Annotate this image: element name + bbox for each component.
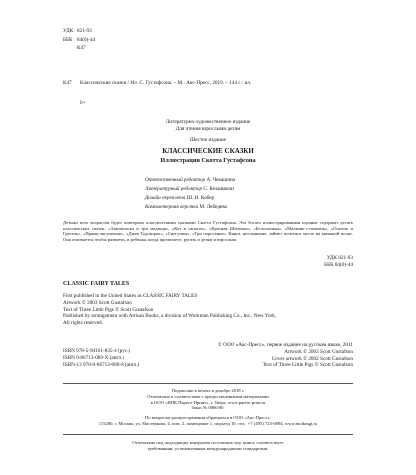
credit-editor: Ответственный редактор А. Чекашина bbox=[145, 177, 236, 183]
credits bbox=[145, 176, 235, 212]
catalog-codes bbox=[63, 27, 95, 53]
isbn-block: ISBN 978-5-94161-835-4 (рус.) ISBN 0-86713-089-X (англ.) ISBN-13 978-0-86713-089-8 (англ.) bbox=[63, 348, 140, 368]
udk-value: 821-93 bbox=[77, 28, 92, 34]
bibliographic-entry: Классические сказки / Ил. С. Густафсона. – М.: Акс-Пресс, 2019. – 144 с.: ил. bbox=[80, 80, 252, 86]
original-title: CLASSIC FAIRY TALES bbox=[63, 281, 130, 287]
credit-cover-design: Дизайн переплета Ш. Н. Кобер bbox=[145, 195, 215, 201]
divider bbox=[63, 383, 353, 384]
age-rating: 0+ bbox=[80, 100, 86, 106]
bbk-label: ББК bbox=[63, 36, 73, 43]
original-publication-info: First published in the United States as CLASSIC FAIRY TALES Artwork © 2003 Scott Gustafson Text of Three Little Pigs © Scott Gustafson Published by arrangement with Artisan Books, a division of Workman Publishing Co., Inc., New York, All rights reserved. bbox=[63, 293, 277, 327]
distribution-info: По вопросам распространения обращаться в ООО «Акс-Пресс»: 115280, г. Москва, ул. Мастеркова, 4, пом. 2, помещение 1, подъезд 10, тел.: +7 (495) 723-0894, www.moiknigi.ru bbox=[98, 415, 318, 426]
annotation-bbk: ББК 84(0)-44 bbox=[324, 262, 353, 268]
footer-note: Отпечатано под подходящих контролем гостовских чер. книга, соответствует требованиям, установленным международными стандартами. bbox=[132, 440, 284, 451]
annotation-text: Детьми всех возрастов будет повторено классическими сказками Скотта Густафсона. Эта богато иллюстрированная издание содержит десять классических сказок: «Златовласка и три медведя», «Кот в сапогах», «Красная Шапочка», «Белоснежка», «Мальчик-с-пальчик», «Гензель и Гретель», «Принц-лягушонок», «Джек Тодскорок», «Снегушка», «Три поросенка». Книга, несомненно, займет почетное место на книжной полке. Она отличается чтобы развлечь, и ребенка, когда прочитаете, ругать и детям и взрослым. bbox=[63, 220, 353, 242]
author-mark: К47 bbox=[77, 45, 86, 51]
edition: Шестое издание bbox=[190, 137, 226, 143]
entry-mark: К47 bbox=[63, 80, 72, 86]
credit-layout: Компьютерная верстка М. Лебедева bbox=[145, 204, 227, 210]
credit-literary-editor: Литературный редактор С. Кезашвили bbox=[145, 186, 234, 192]
annotation-udk: УДК 821-93 bbox=[326, 255, 353, 261]
udk-label: УДК bbox=[63, 28, 74, 34]
divider-bottom bbox=[63, 434, 353, 435]
genre-line-2: Для чтения взрослыми детям bbox=[175, 126, 241, 132]
book-subtitle: Иллюстрации Скотта Густафсона bbox=[160, 157, 256, 164]
bbk-value: 84(0)-44 bbox=[77, 36, 96, 43]
copyright-block: © ООО «Акс-Пресс», первое издание на русском языке, 2011 Artwork © 2003 Scott Gustafson Cover artwork © 2002 Scott Gustafson Text of Three Little Pigs © Scott Gustafson bbox=[217, 342, 353, 369]
genre-line-1: Литературно-художественное издание bbox=[165, 119, 251, 125]
book-title: КЛАССИЧЕСКИЕ СКАЗКИ bbox=[162, 147, 254, 155]
print-info: Подписано в печать в декабре 2018 г. Отпечатано в соответствии с предоставленными материалами в ООО «ИПК Парето-Принт», г. Тверь, www.pareto-print.ru Заказ № 0000/00. bbox=[147, 388, 269, 411]
